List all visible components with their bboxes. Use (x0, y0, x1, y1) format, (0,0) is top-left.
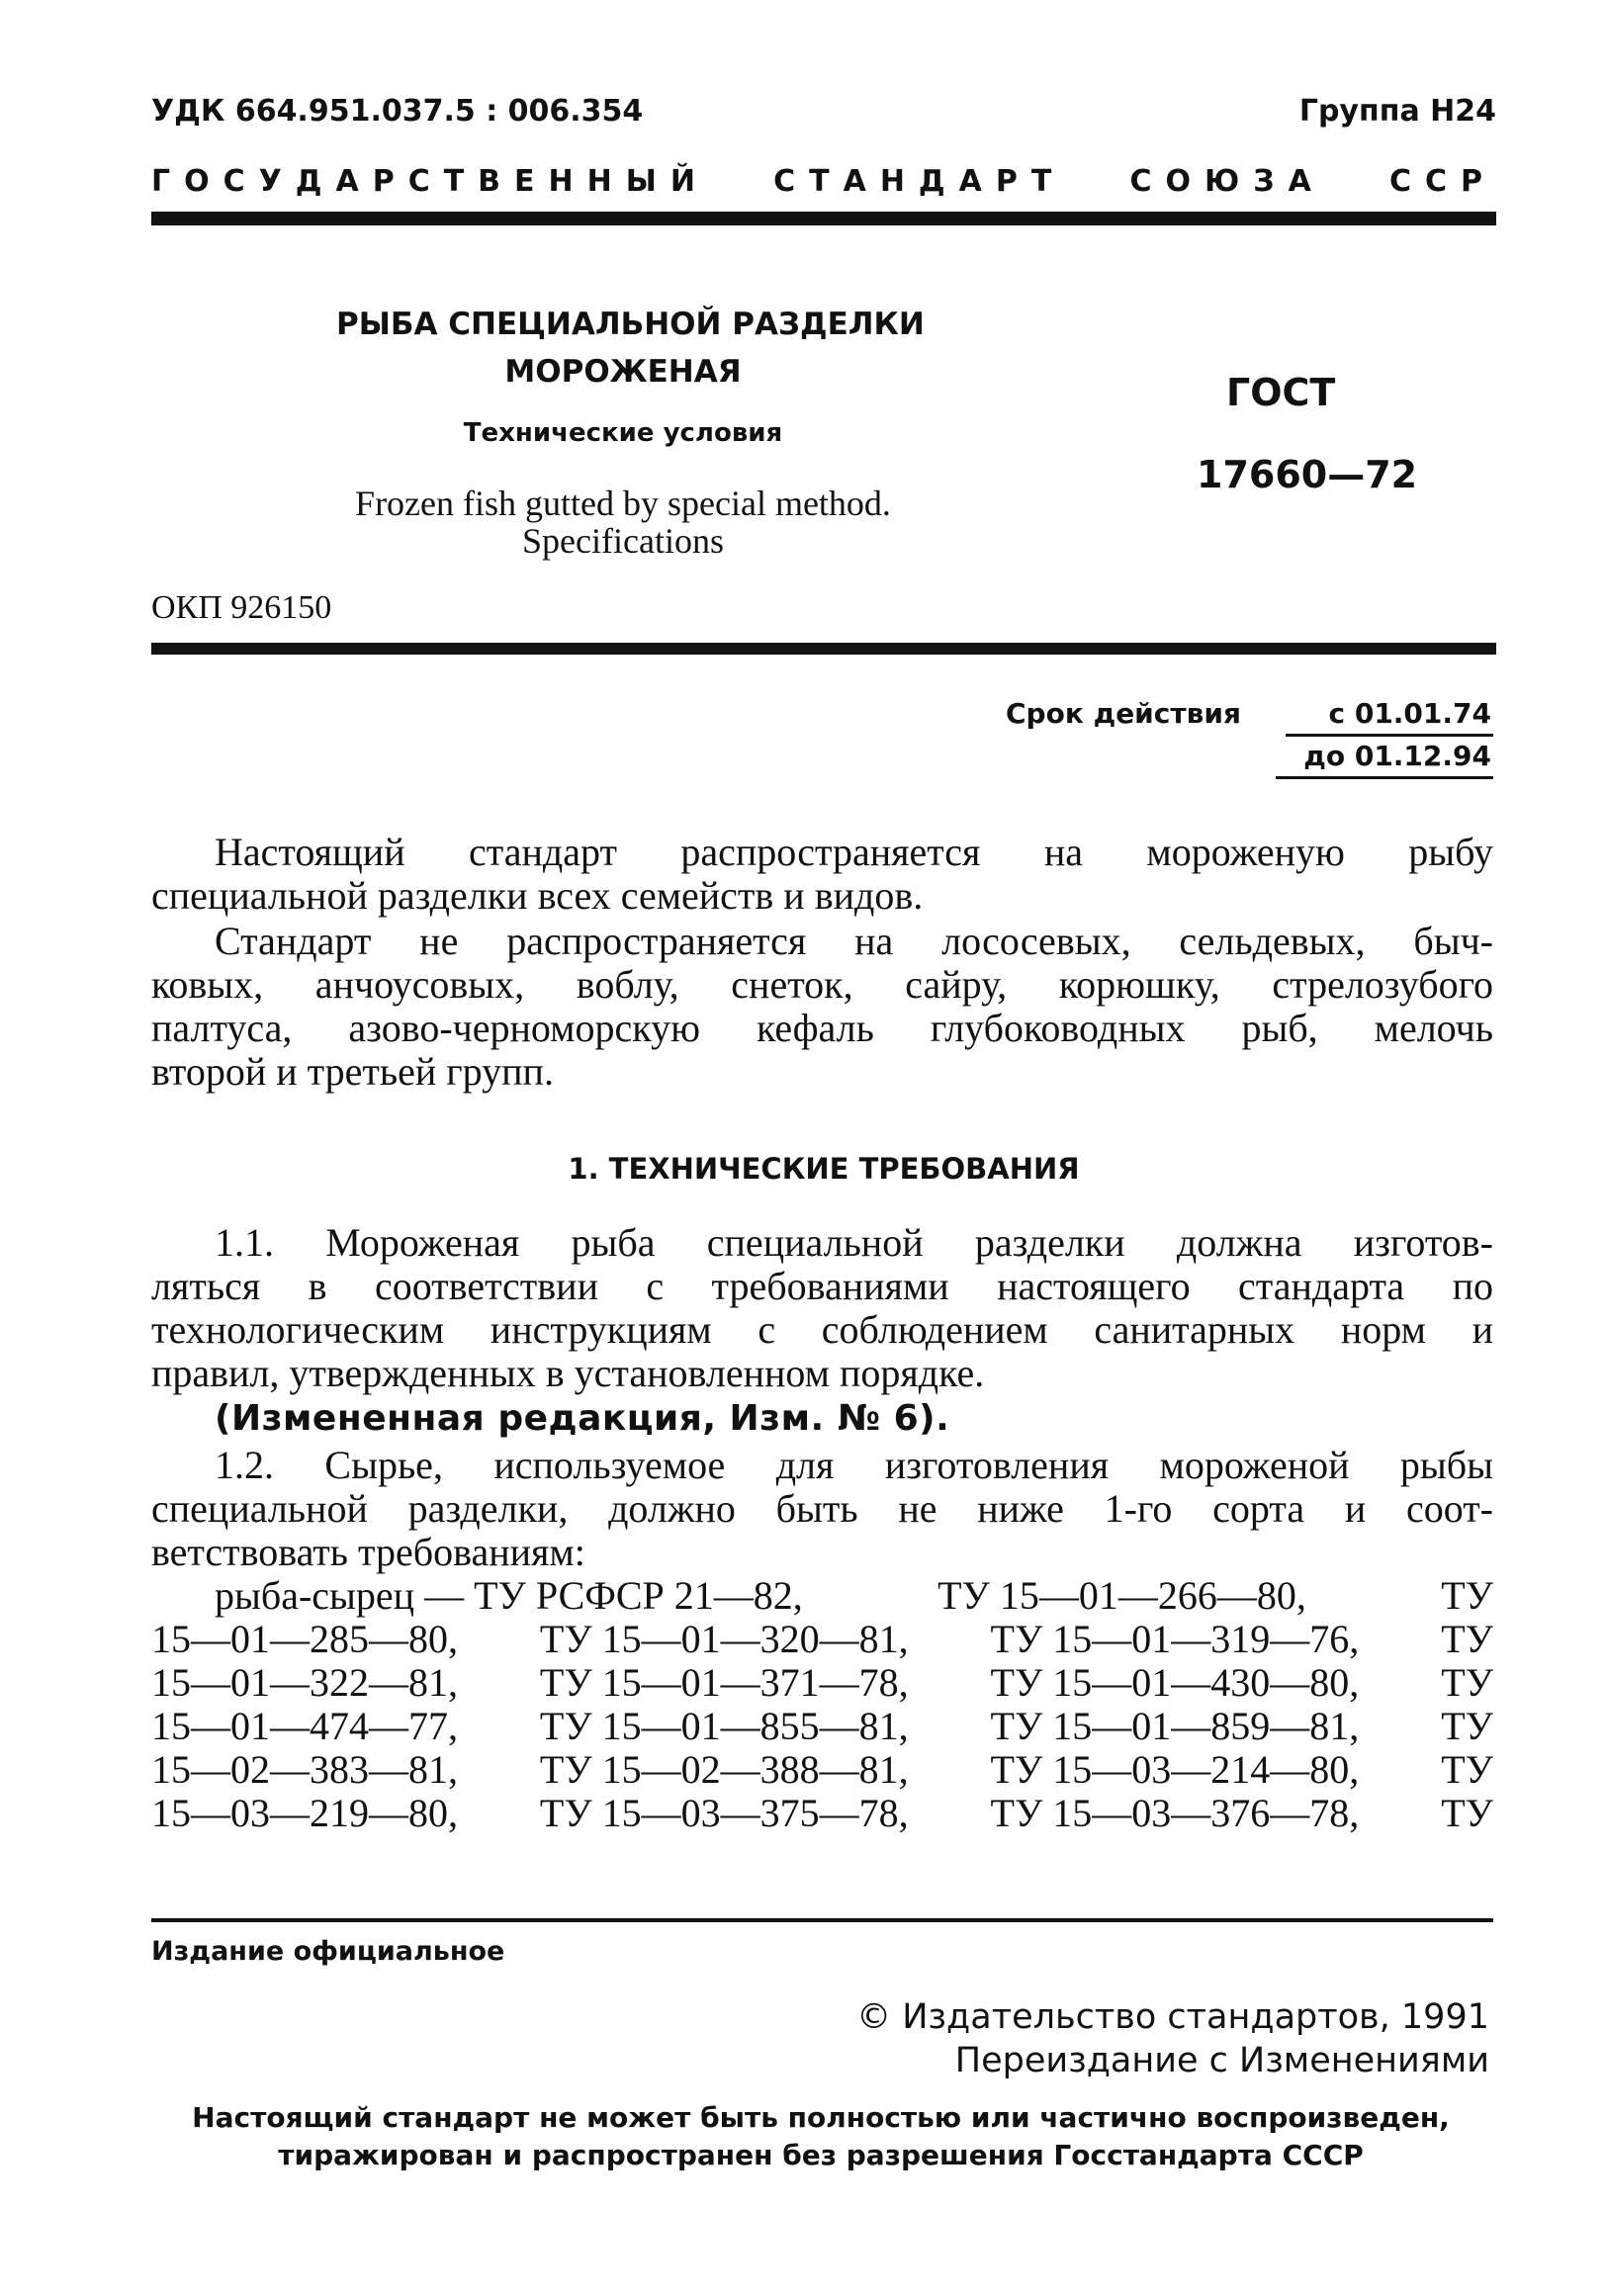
intro-p1-line: специальной разделки всех семейств и видов. (151, 873, 924, 918)
title-thick-rule (151, 643, 1496, 655)
clause-1-2-line: ветствовать требованиям: (151, 1530, 585, 1574)
title-line-1: РЫБА СПЕЦИАЛЬНОЙ РАЗДЕЛКИ (336, 307, 925, 342)
validity-label: Срок действия (1006, 697, 1241, 730)
tu-item: ТУ 15—01—859—81, (990, 1704, 1360, 1748)
tu-item: рыба-сырец — ТУ РСФСР 21—82, (215, 1573, 803, 1618)
tu-item: ТУ 15—03—376—78, (990, 1791, 1360, 1835)
clause-1-1-line: 1.1. Мороженая рыба специальной разделки должна изготов- (215, 1220, 1493, 1265)
clause-1-2-line: 1.2. Сырье, используемое для изготовления мороженой рыбы (215, 1443, 1493, 1487)
header-thick-rule (151, 212, 1496, 225)
tu-item: ТУ (1441, 1704, 1493, 1748)
tu-item: ТУ 15—02—388—81, (539, 1747, 909, 1792)
clause-1-1-line: ляться в соответствии с требованиями настоящего стандарта по (151, 1264, 1493, 1308)
group-code: Группа Н24 (1298, 94, 1496, 129)
clause-1-1-line: правил, утвержденных в установленном порядке. (151, 1351, 985, 1395)
tu-list-line (151, 1705, 1493, 1748)
tu-item: ТУ (1441, 1747, 1493, 1792)
gost-number: 17660—72 (1197, 453, 1418, 496)
english-title-line-2: Specifications (522, 521, 724, 561)
tu-item: ТУ 15—03—214—80, (990, 1747, 1360, 1792)
clause-1-1-line: технологическим инструкциям с соблюдением санитарных норм и (151, 1307, 1493, 1352)
tu-item: ТУ 15—01—266—80, (937, 1573, 1306, 1618)
reissue-line: Переиздание с Изменениями (954, 2041, 1489, 2080)
tu-item: ТУ (1441, 1617, 1493, 1661)
tu-list-line (215, 1574, 1493, 1618)
udk-code: УДК 664.951.037.5 : 006.354 (151, 94, 644, 129)
tu-item: ТУ (1441, 1660, 1493, 1705)
tu-item: ТУ 15—01—855—81, (539, 1704, 909, 1748)
tu-list-line (151, 1748, 1493, 1792)
tu-item: ТУ 15—01—430—80, (990, 1660, 1360, 1705)
copyright-notice-line-2: тиражирован и распространен без разрешения Госстандарта СССР (278, 2139, 1364, 2171)
validity-rule-1 (1286, 734, 1493, 737)
tu-item: ТУ (1441, 1791, 1493, 1835)
gost-label: ГОСТ (1226, 371, 1336, 414)
intro-p1-line: Настоящий стандарт распространяется на мороженую рыбу (215, 830, 1493, 874)
validity-rule-2 (1276, 776, 1493, 779)
official-edition: Издание официальное (151, 1936, 505, 1967)
tu-list-line (151, 1661, 1493, 1705)
english-title-line-1: Frozen fish gutted by special method. (355, 484, 891, 523)
section-heading: 1. ТЕХНИЧЕСКИЕ ТРЕБОВАНИЯ (568, 1152, 1080, 1186)
state-standard-banner: ГОСУДАРСТВЕННЫЙ СТАНДАРТ СОЮЗА ССР (151, 164, 1496, 199)
tu-item: ТУ 15—01—320—81, (539, 1617, 909, 1661)
tu-list-line (151, 1618, 1493, 1661)
validity-to: до 01.12.94 (1303, 740, 1491, 772)
clause-1-2-line: специальной разделки, должно быть не ниже 1-го сорта и соот- (151, 1486, 1493, 1531)
tu-item: ТУ (1441, 1573, 1493, 1618)
tu-item: ТУ 15—01—319—76, (990, 1617, 1360, 1661)
intro-p2-line: второй и третьей групп. (151, 1049, 554, 1094)
tu-item: 15—01—322—81, (151, 1660, 458, 1705)
copyright-line: © Издательство стандартов, 1991 (856, 1997, 1489, 2037)
tu-item: ТУ 15—01—371—78, (539, 1660, 909, 1705)
subtitle: Технические условия (463, 418, 783, 448)
tu-item: 15—03—219—80, (151, 1791, 458, 1835)
intro-p2-line: палтуса, азово-черноморскую кефаль глубоководных рыб, мелочь (151, 1006, 1493, 1050)
tu-item: 15—01—285—80, (151, 1617, 458, 1661)
okp-code: ОКП 926150 (151, 589, 332, 626)
amended-note: (Измененная редакция, Изм. № 6). (215, 1398, 950, 1439)
copyright-notice-line-1: Настоящий стандарт не может быть полностью или частично воспроизведен, (192, 2101, 1450, 2134)
validity-from: с 01.01.74 (1328, 697, 1491, 730)
tu-item: 15—01—474—77, (151, 1704, 458, 1748)
intro-p2-line: ковых, анчоусовых, воблу, снеток, сайру, корюшку, стрелозубого (151, 962, 1493, 1007)
tu-list-line (151, 1792, 1493, 1835)
tu-item: ТУ 15—03—375—78, (539, 1791, 909, 1835)
footer-rule (151, 1918, 1493, 1922)
tu-item: 15—02—383—81, (151, 1747, 458, 1792)
intro-p2-line: Стандарт не распространяется на лососевых, сельдевых, быч- (215, 919, 1493, 963)
title-line-2: МОРОЖЕНАЯ (504, 354, 742, 390)
